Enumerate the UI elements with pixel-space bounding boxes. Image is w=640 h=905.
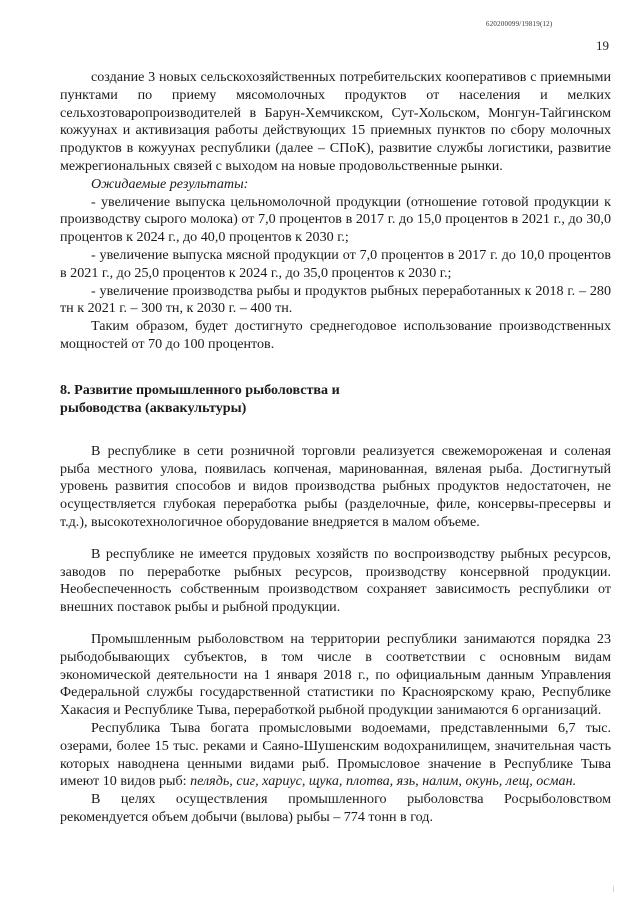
corner-mark: /	[610, 883, 617, 895]
water-bodies-text: Республика Тыва богата промысловыми водоемами, представленными 6,7 тыс. озерами, более 15 тыс. реками и Саяно-Шушенским водохранилищем, значительная часть которых наводнена ценными видами рыб. Промысловое значение в Республике Тыва имеют 10 видов рыб:	[60, 719, 611, 790]
result-item-fish: - увеличение производства рыбы и продуктов рыбных переработанных к 2018 г. – 280 тн к 2021 г. – 300 тн, к 2030 г. – 400 тн.	[60, 282, 611, 317]
section-heading	[60, 381, 611, 417]
results-label	[60, 176, 611, 194]
result-item-meat: - увеличение выпуска мясной продукции от 7,0 процентов в 2017 г. до 10,0 процентов в 2021 г., до 25,0 процентов к 2024 г., до 35,0 процентов к 2030 г.;	[60, 246, 611, 281]
page-number: 19	[596, 38, 609, 53]
paragraph-retail-fish: В республике в сети розничной торговли реализуется свежемороженая и соленая рыба местного улова, появилась копченая, маринованная, вяленая рыба. Достигнутый уровень развития способов и видов производства рыбных продуктов недостаточен, не осуществляется глубокая переработка рыбы (разделочные, филе, консервы-пресервы и т.д.), высокотехнологичное оборудование внедряется в малом объеме.	[60, 442, 611, 530]
paragraph-catch-volume: В целях осуществления промышленного рыболовства Росрыболовством рекомендуется объем добычи (вылова) рыбы – 774 тонн в год.	[60, 791, 611, 825]
paragraph-cooperatives: создание 3 новых сельскохозяйственных потребительских кооперативов с приемными пунктами по приему мясомолочных продуктов от населения и мелких сельхозтоваропроизводителей в Барун-Хемчикском, Сут-Хольском, Монгун-Тайгинском кожуунах и активизация работы действующих 15 приемных пунктов по сбору молочных продуктов в кожуунах республики (далее – СПоК), развитие службы логистики, развитие межрегиональных связей с выходом на новые продовольственные рынки.	[60, 69, 611, 174]
document-code: 620200099/19819(12)	[486, 20, 553, 28]
section-heading-line2: рыбоводства (аквакультуры)	[60, 399, 247, 416]
paragraph-fishing-entities: Промышленным рыболовством на территории республики занимаются порядка 23 рыбодобывающих субъектов, в том числе в соответствии с основным видам экономической деятельности на 1 января 2018 г., по официальным данным Управления Федеральной службы государственной статистики по Красноярскому краю, Республике Хакасия и Республике Тыва, переработкой рыбной продукции занимаются 6 организаций.	[60, 630, 611, 719]
results-summary: Таким образом, будет достигнуто среднегодовое использование производственных мощностей от 70 до 100 процентов.	[60, 318, 611, 352]
paragraph-no-fish-farms: В республике не имеется прудовых хозяйств по воспроизводству рыбных ресурсов, заводов по переработке рыбных ресурсов, производству консервной продукции. Необеспеченность собственным производством сохраняет зависимость республики от внешних поставок рыбы и рыбной продукции.	[60, 545, 611, 616]
section-heading-line1: 8. Развитие промышленного рыболовства и	[60, 381, 340, 398]
paragraph-water-bodies	[60, 720, 611, 791]
result-item-milk: - увеличение выпуска цельномолочной продукции (отношение готовой продукции к производству сырого молока) от 7,0 процентов в 2017 г. до 15,0 процентов в 2021 г., до 30,0 процентов к 2024 г., до 40,0 процентов к 2030 г.;	[60, 193, 611, 246]
results-label-text: Ожидаемые результаты:	[91, 175, 249, 192]
document-body	[60, 69, 611, 827]
fish-species-list: пелядь, сиг, хариус, щука, плотва, язь, налим, окунь, лещ, осман.	[190, 773, 577, 790]
